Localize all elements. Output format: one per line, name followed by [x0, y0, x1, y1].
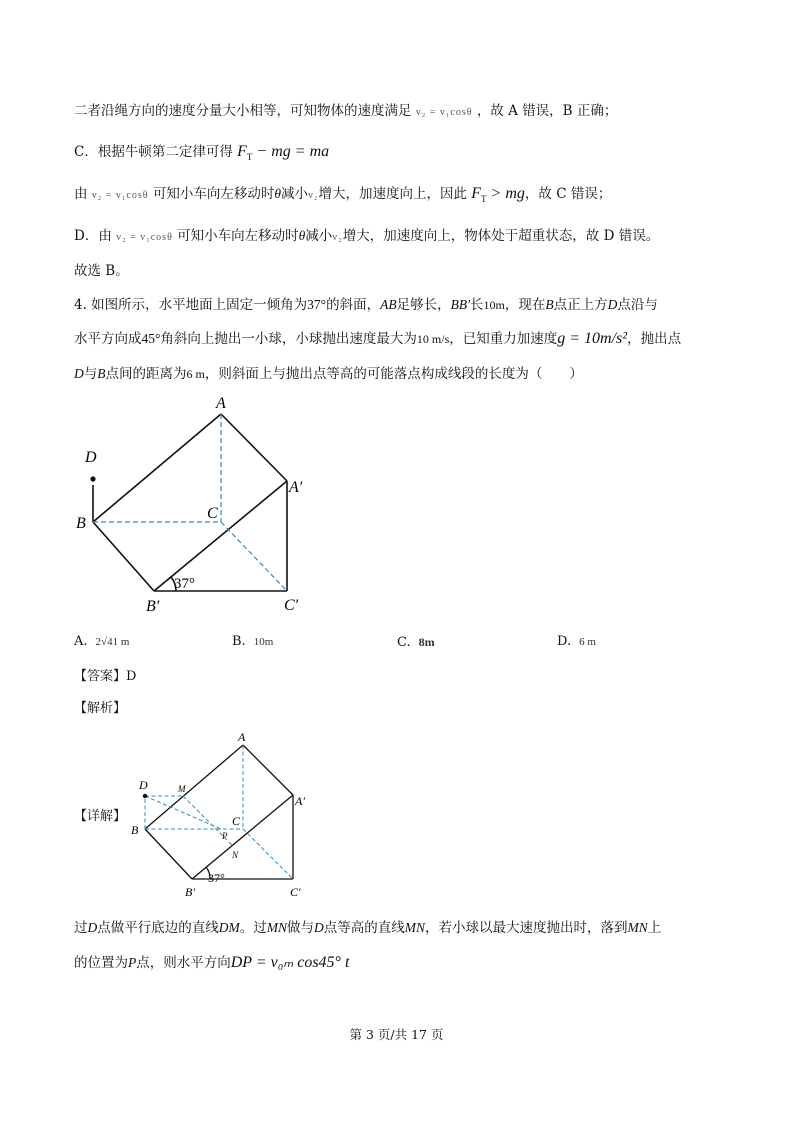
- text-segment: 减小: [280, 186, 308, 202]
- distance-value: 6 m: [186, 367, 205, 381]
- text-segment: 的斜面，: [326, 297, 381, 313]
- text-segment: 点间的距离为: [105, 366, 187, 382]
- label-d: D: [139, 778, 148, 792]
- theta-symbol: θ: [274, 186, 281, 201]
- label-c-prime: C′: [284, 597, 299, 614]
- label-a: A: [238, 730, 246, 744]
- text-segment: D．由: [74, 228, 112, 244]
- text-segment: 足够长，: [396, 297, 451, 313]
- formula-force: [237, 143, 330, 163]
- label-a-prime: A′: [289, 479, 303, 496]
- formula-v2-v1cos: v₂ = v₁cosθ: [415, 107, 473, 118]
- option-value: 10m: [253, 636, 274, 648]
- formula-v2-v1cos: v₂ = v₁cosθ: [116, 232, 173, 243]
- option-d[interactable]: [557, 632, 596, 652]
- text-line-3: [74, 184, 611, 209]
- text-segment: 二者沿绳方向的速度分量大小相等，可知物体的速度满足: [74, 103, 412, 119]
- label-b: B: [76, 515, 86, 532]
- text-segment: ，故 A 错误，B 正确；: [476, 103, 618, 119]
- text-line-4: [74, 226, 659, 248]
- text-segment: 减小: [305, 228, 333, 244]
- text-segment: ，故 C 错误；: [524, 186, 612, 202]
- label-a: A: [216, 395, 226, 412]
- text-segment: 做与: [287, 920, 314, 936]
- text-segment: 增大，加速度向上，因此: [318, 186, 467, 202]
- force-symbol: F: [237, 143, 247, 160]
- line-mn: MN: [627, 920, 648, 935]
- segment-ab: AB: [380, 297, 397, 312]
- point-d-dot: [143, 794, 147, 798]
- text-segment: 点正上方: [553, 297, 608, 313]
- length-value: 10m: [483, 298, 505, 312]
- line-mn: MN: [404, 920, 425, 935]
- label-d: D: [85, 449, 97, 466]
- angle-value: 37°: [307, 297, 327, 312]
- option-value: 8m: [418, 635, 435, 649]
- text-segment: ，抛出点: [627, 331, 682, 347]
- analysis-tag: 【解析】: [74, 701, 127, 716]
- text-segment: ，已知重力加速度: [449, 331, 558, 347]
- v2-symbol: v₂: [332, 232, 343, 243]
- text-segment: 4. 如图所示，水平地面上固定一倾角为: [74, 297, 308, 313]
- line-mn: MN: [266, 920, 287, 935]
- formula-dp: DP = v₀ₘ cos45° t: [230, 954, 350, 971]
- force-subscript: T: [481, 194, 487, 205]
- question-line-1: [74, 295, 658, 315]
- explanation-line-1: [74, 918, 661, 938]
- label-a-prime: A′: [295, 794, 305, 808]
- label-angle: 37°: [174, 576, 195, 592]
- label-b-prime: B′: [146, 598, 160, 615]
- text-segment: 增大，加速度向上，物体处于超重状态，故 D 错误。: [342, 228, 660, 244]
- text-segment: 上: [647, 920, 662, 936]
- text-segment: 可知小车向左移动时: [152, 186, 275, 202]
- theta-symbol: θ: [298, 228, 306, 243]
- option-label: C.: [397, 635, 411, 650]
- figure-1-diagram: [70, 392, 330, 622]
- label-c-prime: C′: [290, 885, 301, 899]
- answer-line: [74, 667, 136, 687]
- text-segment: 由: [74, 186, 88, 202]
- point-d: D: [87, 920, 98, 935]
- label-b-prime: B′: [185, 885, 195, 899]
- explanation-line-2: [74, 953, 349, 973]
- label-p: P: [222, 831, 228, 841]
- option-value: 2√41 m: [95, 636, 130, 648]
- answer-value: D: [126, 669, 137, 684]
- text-segment: 长: [470, 297, 484, 313]
- label-c: C: [232, 814, 241, 828]
- option-c[interactable]: [397, 632, 435, 653]
- force-symbol: F: [471, 185, 482, 202]
- text-segment: 角斜向上抛出一小球，小球抛出速度最大为: [160, 331, 417, 347]
- formula-rest: − mg = ma: [252, 143, 330, 160]
- option-label: D.: [557, 634, 572, 649]
- point-p: P: [128, 955, 137, 970]
- point-d: D: [314, 920, 324, 935]
- option-b[interactable]: [232, 632, 273, 652]
- gravity-formula: g = 10m/s²: [557, 330, 628, 347]
- force-subscript: T: [246, 152, 253, 163]
- text-line-5: 故选 B。: [74, 263, 129, 279]
- formula-v2-v1cos: v₂ = v₁cosθ: [91, 190, 149, 201]
- answer-tag: 【答案】: [74, 669, 127, 684]
- text-segment: 水平方向成: [74, 331, 142, 347]
- option-a[interactable]: [74, 632, 129, 652]
- point-b: B: [545, 297, 554, 312]
- figure-2-diagram: [128, 728, 328, 904]
- v2-symbol: v₂: [307, 190, 319, 201]
- text-segment: 点，则水平方向: [136, 955, 231, 971]
- formula-force-gt: [471, 185, 525, 205]
- point-d: D: [74, 366, 84, 381]
- text-segment: ，则斜面上与抛出点等高的可能落点构成线段的长度为（ ）: [204, 366, 583, 382]
- text-segment: 点做平行底边的直线: [97, 920, 219, 936]
- label-angle: 37°: [208, 871, 225, 885]
- point-d-dot: [90, 476, 95, 481]
- text-segment: 的位置为: [74, 955, 128, 971]
- text-segment: 点沿与: [617, 297, 658, 313]
- label-m: M: [178, 784, 186, 794]
- speed-value: 10 m/s: [416, 332, 450, 346]
- detail-tag: 【详解】: [74, 809, 127, 824]
- angle-value: 45°: [141, 331, 161, 346]
- line-dm: DM: [218, 920, 240, 935]
- segment-bb: BB′: [450, 297, 471, 312]
- formula-rest: > mg: [486, 185, 525, 202]
- label-b: B: [131, 823, 139, 837]
- option-label: B.: [232, 634, 246, 649]
- label-n: N: [232, 850, 239, 860]
- text-line-1: [74, 101, 617, 123]
- label-c: C: [207, 505, 218, 522]
- text-line-2: [74, 142, 329, 167]
- page-footer: 第 3 页/共 17 页: [349, 1027, 444, 1042]
- text-segment: 。过: [239, 920, 267, 936]
- question-line-2: [74, 329, 681, 349]
- option-value: 6 m: [579, 636, 596, 648]
- question-line-3: [74, 364, 583, 384]
- text-segment: 与: [83, 366, 98, 382]
- text-segment: 可知小车向左移动时: [177, 228, 299, 244]
- text-segment: ，若小球以最大速度抛出时，落到: [425, 920, 628, 936]
- point-b: B: [97, 366, 106, 381]
- point-d: D: [607, 297, 618, 312]
- option-label: A.: [74, 634, 88, 649]
- text-segment: C．根据牛顿第二定律可得: [74, 144, 233, 160]
- text-segment: 点等高的直线: [323, 920, 405, 936]
- text-segment: 过: [74, 920, 88, 936]
- text-segment: ，现在: [504, 297, 546, 313]
